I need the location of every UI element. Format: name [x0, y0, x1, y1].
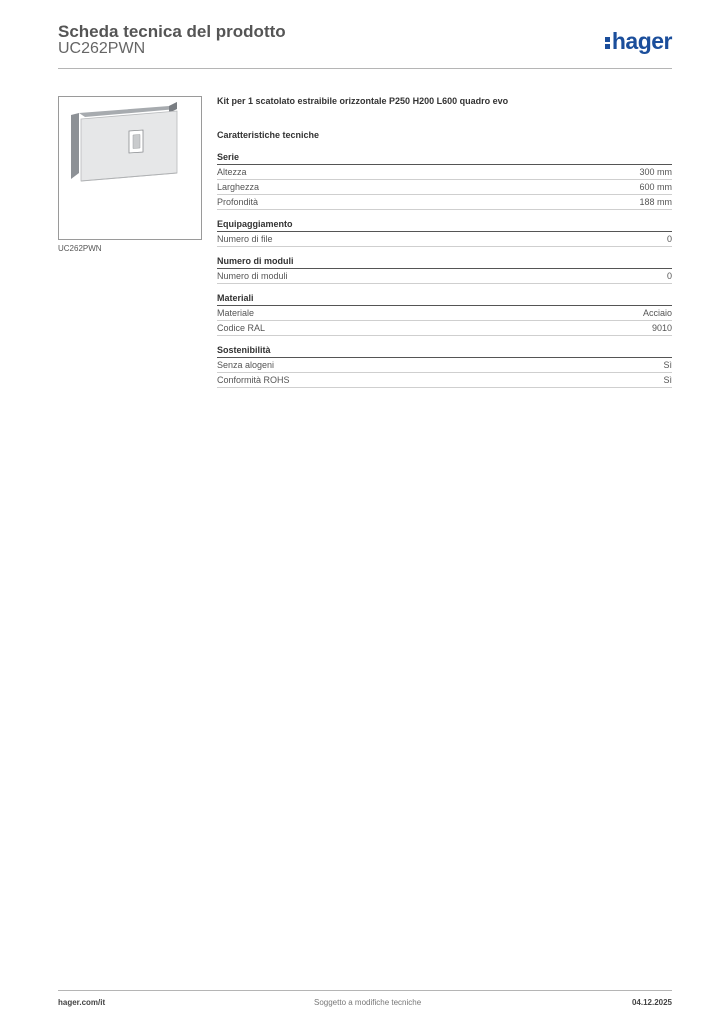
specs-heading: Caratteristiche tecniche [217, 130, 320, 140]
group-title: Materiali [217, 293, 672, 306]
spec-label: Senza alogeni [217, 360, 275, 370]
group-title: Serie [217, 152, 672, 165]
footer-notice: Soggetto a modifiche tecniche [314, 998, 422, 1007]
product-illustration [59, 97, 201, 239]
spec-label: Codice RAL [217, 323, 266, 333]
image-caption: UC262PWN [58, 244, 102, 253]
spec-value: 0 [666, 271, 672, 281]
product-image [58, 96, 202, 240]
footer-website-link[interactable]: hager.com/it [58, 998, 106, 1007]
document-title: Scheda tecnica del prodotto [58, 22, 286, 41]
spec-value: 9010 [651, 323, 672, 333]
spec-label: Conformità ROHS [217, 375, 290, 385]
spec-row [217, 195, 672, 210]
spec-value: Acciaio [642, 308, 672, 318]
spec-value: 300 mm [639, 167, 672, 177]
spec-row [217, 306, 672, 321]
logo-text: hager [611, 28, 672, 54]
spec-label: Materiale [217, 308, 255, 318]
spec-value: 188 mm [639, 197, 672, 207]
group-title: Equipaggiamento [217, 219, 672, 232]
spec-value: 600 mm [639, 182, 672, 192]
spec-row [217, 358, 672, 373]
product-description: Kit per 1 scatolato estraibile orizzontale P250 H200 L600 quadro evo [217, 96, 509, 106]
logo-dots-icon [605, 33, 610, 50]
header-divider [58, 68, 672, 69]
spec-row [217, 165, 672, 180]
spec-value: 0 [666, 234, 672, 244]
spec-value: Sì [663, 360, 672, 370]
hager-logo [605, 28, 672, 55]
footer-divider [58, 990, 672, 991]
spec-group-sostenibilita [217, 345, 672, 388]
page-header [58, 20, 672, 68]
spec-value: Sì [663, 375, 672, 385]
spec-group-serie [217, 152, 672, 210]
spec-content [217, 96, 672, 397]
spec-row [217, 232, 672, 247]
spec-row [217, 269, 672, 284]
spec-label: Altezza [217, 167, 247, 177]
cutout-window [133, 135, 140, 149]
spec-label: Larghezza [217, 182, 260, 192]
mounting-rail-left [71, 113, 79, 179]
spec-label: Numero di file [217, 234, 273, 244]
spec-label: Profondità [217, 197, 259, 207]
product-code: UC262PWN [58, 40, 146, 57]
spec-group-materiali [217, 293, 672, 336]
spec-group-numero-di-moduli [217, 256, 672, 284]
spec-label: Numero di moduli [217, 271, 288, 281]
spec-row [217, 373, 672, 388]
group-title: Sostenibilità [217, 345, 672, 358]
group-title: Numero di moduli [217, 256, 672, 269]
spec-row [217, 180, 672, 195]
spec-row [217, 321, 672, 336]
footer-date: 04.12.2025 [631, 998, 672, 1007]
spec-group-equipaggiamento [217, 219, 672, 247]
